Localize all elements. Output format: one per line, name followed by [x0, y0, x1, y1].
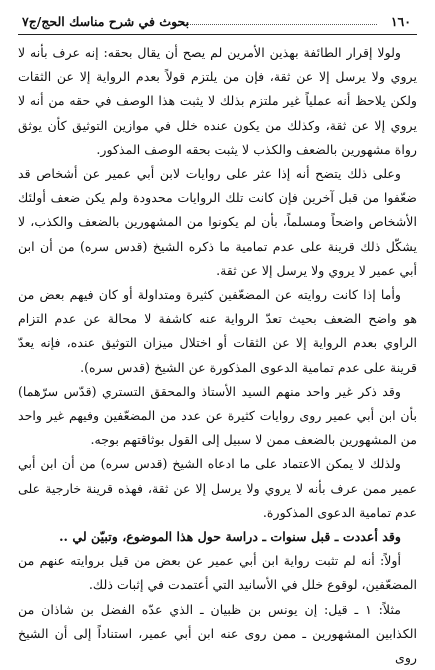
paragraph-2: وعلى ذلك يتضح أنه إذا عثر على روايات لابن أبي عمير عن أشخاص قد ضعّفوا من قبل آخرين فإن كانت تلك الروايات محدودة ولم يكن ضعف أولئك الأشخاص واضحاً ومسلماً، بأن لم يكونوا من المشهورين بالضعف والكذب، لا يشكّل ذلك قرينة على عدم تمامية ما ذكره الشيخ (قدس سره) من أن ابن أبي عمير لا يروي ولا يرسل إلا عن ثقة.	[18, 166, 417, 278]
header-dotted-leader	[168, 24, 377, 25]
paragraph-7: أولاً: أنه لم تثبت رواية ابن أبي عمير عن بعض من قيل بروايته عنهم من المضعّفين، لوقوع خلل في الأسانيد التي أعتمدت في إثبات ذلك.	[18, 553, 417, 593]
page-header	[18, 10, 417, 35]
paragraph-8: مثلاً: ١ ـ قيل: إن يونس بن ظبيان ـ الذي عدّه الفضل بن شاذان من الكذابين المشهورين ـ ممن روى عنه ابن أبي عمير، استناداً إلى أن الشيخ روى	[18, 601, 417, 666]
paragraph-1: ولولا إقرار الطائفة بهذين الأمرين لم يصح أن يقال بحقه: إنه عرف بأنه لا يروي ولا يرسل إلا عن ثقة، فإن من يلتزم قولاً بعدم الرواية إلا عن الثقات ولكن يلاحظ أنه عملياً غير ملتزم بذلك لا يثبت هذا الوصف في حقه من أنه لا يروي إلا عن ثقة، وكذلك من يكون عنده خلل في موازين التوثيق كأن يوثق رواة مشهورين بالضعف والكذب لا يثبت بحقه الوصف المذكور.	[18, 45, 417, 157]
page-number: ١٦٠	[390, 14, 411, 29]
paragraph-6: وقد أعددت ـ قبل سنوات ـ دراسة حول هذا الموضوع، وتبيّن لي ..	[59, 529, 401, 545]
paragraph-4: وقد ذكر غير واحد منهم السيد الأستاذ والمحقق التستري (قدّس سرّهما) بأن ابن أبي عمير روى روايات كثيرة عن عدد من المضعّفين وفيهم غير واحد من المشهورين بالضعف ممن لا سبيل إلى القول بوثاقتهم بوجه.	[18, 383, 417, 448]
book-page	[18, 10, 417, 666]
paragraph-3: وأما إذا كانت روايته عن المضعّفين كثيرة ومتداولة أو كان فيهم بعض من هو واضح الضعف بحيث تعدّ الرواية عنه كاشفة لا محالة عن عدم التزام الراوي بعدم الرواية إلا عن الثقات أو اختلال ميزان التوثيق عنده، فإنه يعدّ قرينة على عدم تمامية الدعوى المذكورة عن الشيخ (قدس سره).	[18, 287, 417, 375]
paragraph-5: ولذلك لا يمكن الاعتماد على ما ادعاه الشيخ (قدس سره) من أن ابن أبي عمير ممن عرف بأنه لا يروي ولا يرسل إلا عن ثقة، فهذه قرينة خارجية على عدم تمامية الدعوى المذكورة.	[18, 456, 417, 520]
page-body	[18, 41, 417, 670]
running-title: بحوث في شرح مناسك الحج/ج٧	[22, 14, 190, 29]
